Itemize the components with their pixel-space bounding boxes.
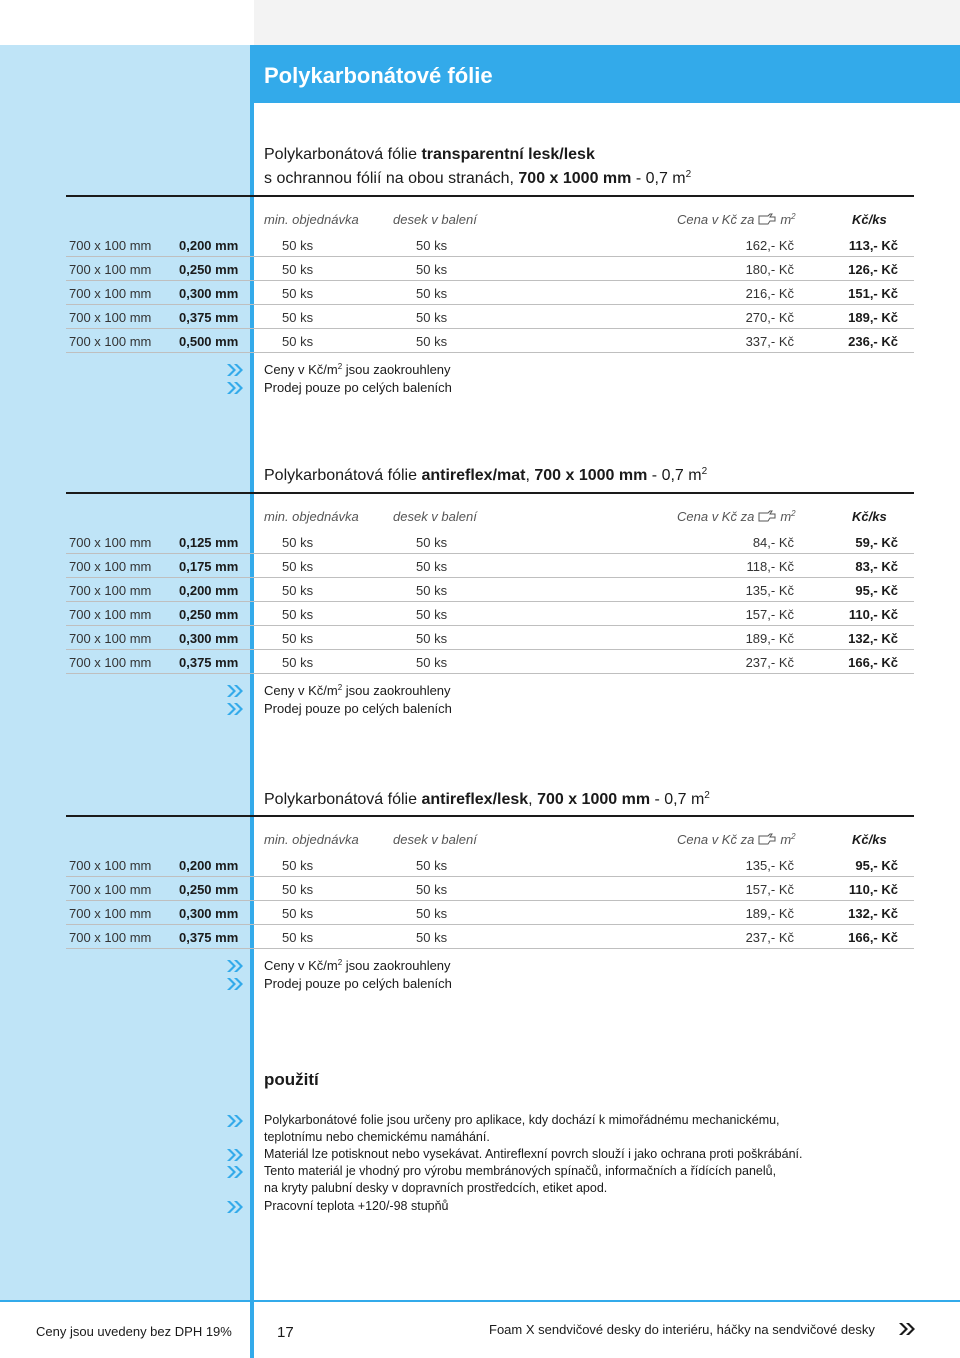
cell-pack: 50 ks (416, 559, 448, 574)
double-chevron-right-icon (226, 959, 244, 973)
column-header-pack: desek v balení (393, 212, 477, 227)
page-title: Polykarbonátové fólie (264, 63, 493, 88)
usage-line: Materiál lze potisknout nebo vysekávat. Antireflexní povrch slouží i jako ochrana proti poškrábání. (264, 1147, 803, 1161)
section-title-subtext: s ochrannou fólií na obou stranách, (264, 170, 519, 187)
column-header-pack: desek v balení (393, 509, 477, 524)
cell-size: 700 x 100 mm (69, 906, 152, 921)
cell-pack: 50 ks (416, 583, 448, 598)
cell-price-m2: 84,- Kč (752, 535, 794, 550)
cell-size: 700 x 100 mm (69, 583, 152, 598)
table-row (66, 281, 914, 305)
cell-price-ks: 83,- Kč (855, 559, 898, 574)
cell-price-ks: 59,- Kč (855, 535, 898, 550)
cell-size: 700 x 100 mm (69, 310, 152, 325)
cell-size: 700 x 100 mm (69, 631, 152, 646)
cell-pack: 50 ks (416, 262, 448, 277)
section-title (264, 145, 691, 189)
section-title-text: Polykarbonátová fólie (264, 146, 422, 163)
section-title-text: Polykarbonátová fólie (264, 467, 422, 484)
note-rounded-sup: 2 (337, 958, 343, 967)
note-rounded-prefix: Ceny v Kč/m (264, 958, 338, 973)
section-title-product: transparentní lesk/lesk (421, 146, 595, 163)
cell-min-order: 50 ks (282, 858, 314, 873)
section-title-product: antireflex/mat (421, 467, 526, 484)
note-whole-packs: Prodej pouze po celých baleních (264, 701, 452, 716)
table-row (66, 530, 914, 554)
section-title-sep: , (525, 467, 535, 484)
double-chevron-right-icon (226, 1114, 244, 1128)
cell-size: 700 x 100 mm (69, 559, 152, 574)
cell-thickness: 0,250 mm (179, 607, 239, 622)
cell-min-order: 50 ks (282, 559, 314, 574)
cell-pack: 50 ks (416, 238, 448, 253)
section-title-sep: , (528, 791, 538, 808)
column-header-per-piece: Kč/ks (852, 509, 887, 524)
cell-pack: 50 ks (416, 310, 448, 325)
cell-price-m2: 180,- Kč (745, 262, 794, 277)
column-header-min-order: min. objednávka (264, 832, 359, 847)
cell-price-ks: 166,- Kč (848, 655, 898, 670)
vat-note: Ceny jsou uvedeny bez DPH 19% (36, 1324, 232, 1339)
cell-size: 700 x 100 mm (69, 882, 152, 897)
cell-price-m2: 135,- Kč (745, 858, 794, 873)
left-band-top (0, 0, 250, 45)
cell-price-m2: 135,- Kč (745, 583, 794, 598)
cell-size: 700 x 100 mm (69, 535, 152, 550)
cell-price-ks: 166,- Kč (848, 930, 898, 945)
double-chevron-right-icon (226, 1165, 244, 1179)
cell-min-order: 50 ks (282, 607, 314, 622)
double-chevron-right-icon (226, 1148, 244, 1162)
cell-min-order: 50 ks (282, 238, 314, 253)
note-rounded-suffix: jsou zaokrouhleny (342, 362, 451, 377)
cell-min-order: 50 ks (282, 882, 314, 897)
table-row (66, 233, 914, 257)
table-row (66, 925, 914, 949)
section-title (264, 462, 707, 486)
table-row (66, 853, 914, 877)
note-rounded-suffix: jsou zaokrouhleny (342, 683, 451, 698)
usage-line: Polykarbonátové folie jsou určeny pro aplikace, kdy dochází k mimořádnému mechanickému, (264, 1113, 780, 1127)
cell-price-m2: 162,- Kč (745, 238, 794, 253)
price-header-prefix: Cena v Kč za (677, 832, 755, 847)
note-rounded-prefix: Ceny v Kč/m (264, 362, 338, 377)
note-rounded (264, 683, 451, 698)
cell-price-ks: 110,- Kč (848, 882, 898, 897)
cell-pack: 50 ks (416, 655, 448, 670)
cell-thickness: 0,125 mm (179, 535, 239, 550)
note-rounded-sup: 2 (337, 683, 343, 692)
cell-price-m2: 118,- Kč (746, 559, 794, 574)
header-bar (250, 45, 960, 103)
cell-min-order: 50 ks (282, 655, 314, 670)
note-whole-packs: Prodej pouze po celých baleních (264, 976, 452, 991)
table-row (66, 554, 914, 578)
price-header-sup: 2 (791, 212, 796, 221)
section-rule (66, 815, 914, 817)
cell-min-order: 50 ks (282, 535, 314, 550)
column-header-per-piece: Kč/ks (852, 832, 887, 847)
cell-pack: 50 ks (416, 631, 448, 646)
cell-min-order: 50 ks (282, 631, 314, 646)
cell-price-ks: 113,- Kč (848, 238, 898, 253)
usage-line: Pracovní teplota +120/-98 stupňů (264, 1199, 449, 1213)
section-rule (66, 492, 914, 494)
double-chevron-right-icon (226, 684, 244, 698)
column-header-min-order: min. objednávka (264, 212, 359, 227)
cell-thickness: 0,250 mm (179, 262, 239, 277)
section-title-sup: 2 (701, 466, 708, 477)
cell-price-m2: 216,- Kč (745, 286, 794, 301)
cell-pack: 50 ks (416, 858, 448, 873)
cell-min-order: 50 ks (282, 334, 314, 349)
section-title-dimensions: 700 x 1000 mm (518, 170, 632, 187)
price-header-prefix: Cena v Kč za (677, 509, 755, 524)
cell-thickness: 0,200 mm (179, 858, 239, 873)
table-row (66, 602, 914, 626)
cell-price-ks: 95,- Kč (855, 858, 898, 873)
price-header-unit: m (780, 509, 792, 524)
cell-price-ks: 110,- Kč (848, 607, 898, 622)
cell-price-m2: 270,- Kč (745, 310, 794, 325)
price-header-unit: m (780, 832, 792, 847)
next-chapter-link[interactable]: Foam X sendvičové desky do interiéru, háčky na sendvičové desky (489, 1322, 875, 1337)
section-title-weight: - 0,7 m (650, 791, 705, 808)
table-row (66, 877, 914, 901)
cell-price-m2: 157,- Kč (745, 882, 794, 897)
top-strip (250, 0, 960, 45)
cell-thickness: 0,300 mm (179, 906, 239, 921)
note-rounded-prefix: Ceny v Kč/m (264, 683, 338, 698)
double-chevron-right-icon (226, 381, 244, 395)
cell-price-ks: 189,- Kč (848, 310, 898, 325)
cell-pack: 50 ks (416, 930, 448, 945)
cell-pack: 50 ks (416, 286, 448, 301)
cell-thickness: 0,375 mm (179, 930, 239, 945)
cell-price-m2: 237,- Kč (745, 930, 794, 945)
section-rule (66, 195, 914, 197)
note-rounded-suffix: jsou zaokrouhleny (342, 958, 451, 973)
usage-line: na kryty palubní desky v dopravních prostředcích, etiket apod. (264, 1181, 608, 1195)
cell-size: 700 x 100 mm (69, 930, 152, 945)
hand-pointer-icon (758, 832, 776, 846)
cell-thickness: 0,300 mm (179, 286, 239, 301)
note-whole-packs: Prodej pouze po celých baleních (264, 380, 452, 395)
column-header-price (677, 509, 796, 524)
cell-thickness: 0,375 mm (179, 310, 239, 325)
table-row (66, 626, 914, 650)
column-header-price (677, 832, 796, 847)
cell-thickness: 0,375 mm (179, 655, 239, 670)
section-title-sup: 2 (685, 169, 692, 180)
price-header-sup: 2 (791, 509, 796, 518)
section-title (264, 786, 710, 810)
usage-line: teplotnímu nebo chemickému namáhání. (264, 1130, 490, 1144)
section-title-product: antireflex/lesk (421, 791, 529, 808)
column-header-per-piece: Kč/ks (852, 212, 887, 227)
table-row (66, 901, 914, 925)
double-chevron-right-icon (226, 977, 244, 991)
usage-title: použití (264, 1070, 319, 1089)
cell-pack: 50 ks (416, 334, 448, 349)
cell-price-m2: 337,- Kč (745, 334, 794, 349)
section-title-dimensions: 700 x 1000 mm (534, 467, 648, 484)
cell-min-order: 50 ks (282, 930, 314, 945)
table-row (66, 329, 914, 353)
note-rounded (264, 362, 451, 377)
cell-size: 700 x 100 mm (69, 262, 152, 277)
cell-price-m2: 157,- Kč (745, 607, 794, 622)
price-header-prefix: Cena v Kč za (677, 212, 755, 227)
cell-price-ks: 132,- Kč (848, 631, 898, 646)
section-title-sup: 2 (704, 790, 710, 801)
cell-min-order: 50 ks (282, 906, 314, 921)
hand-pointer-icon (758, 509, 776, 523)
note-rounded (264, 958, 451, 973)
table-row (66, 257, 914, 281)
cell-pack: 50 ks (416, 906, 448, 921)
double-chevron-right-icon (226, 363, 244, 377)
cell-size: 700 x 100 mm (69, 607, 152, 622)
note-rounded-sup: 2 (337, 362, 343, 371)
cell-price-ks: 126,- Kč (848, 262, 898, 277)
cell-thickness: 0,175 mm (179, 559, 239, 574)
cell-size: 700 x 100 mm (69, 858, 152, 873)
double-chevron-right-icon (226, 702, 244, 716)
cell-size: 700 x 100 mm (69, 334, 152, 349)
double-chevron-right-icon (226, 1200, 244, 1214)
cell-thickness: 0,200 mm (179, 583, 239, 598)
table-row (66, 650, 914, 674)
price-header-unit: m (780, 212, 792, 227)
cell-pack: 50 ks (416, 535, 448, 550)
section-title-weight: - 0,7 m (647, 467, 702, 484)
price-header-sup: 2 (791, 832, 796, 841)
table-row (66, 305, 914, 329)
section-title-text: Polykarbonátová fólie (264, 791, 422, 808)
cell-price-m2: 237,- Kč (745, 655, 794, 670)
cell-min-order: 50 ks (282, 310, 314, 325)
cell-size: 700 x 100 mm (69, 655, 152, 670)
column-header-min-order: min. objednávka (264, 509, 359, 524)
cell-pack: 50 ks (416, 882, 448, 897)
cell-thickness: 0,200 mm (179, 238, 239, 253)
section-title-weight: - 0,7 m (631, 170, 686, 187)
cell-price-ks: 236,- Kč (848, 334, 898, 349)
cell-pack: 50 ks (416, 607, 448, 622)
column-header-price (677, 212, 796, 227)
cell-price-ks: 132,- Kč (848, 906, 898, 921)
cell-price-ks: 95,- Kč (855, 583, 898, 598)
section-title-dimensions: 700 x 1000 mm (537, 791, 651, 808)
cell-thickness: 0,300 mm (179, 631, 239, 646)
double-chevron-right-icon (898, 1322, 916, 1336)
cell-min-order: 50 ks (282, 286, 314, 301)
cell-thickness: 0,500 mm (179, 334, 239, 349)
cell-price-ks: 151,- Kč (848, 286, 898, 301)
cell-price-m2: 189,- Kč (745, 631, 794, 646)
table-row (66, 578, 914, 602)
cell-price-m2: 189,- Kč (745, 906, 794, 921)
footer-rule (0, 1300, 960, 1302)
hand-pointer-icon (758, 212, 776, 226)
usage-line: Tento materiál je vhodný pro výrobu membránových spínačů, informačních a řídících panelů, (264, 1164, 777, 1178)
cell-size: 700 x 100 mm (69, 238, 152, 253)
cell-min-order: 50 ks (282, 583, 314, 598)
cell-min-order: 50 ks (282, 262, 314, 277)
column-header-pack: desek v balení (393, 832, 477, 847)
cell-thickness: 0,250 mm (179, 882, 239, 897)
page-number: 17 (277, 1324, 294, 1341)
cell-size: 700 x 100 mm (69, 286, 152, 301)
